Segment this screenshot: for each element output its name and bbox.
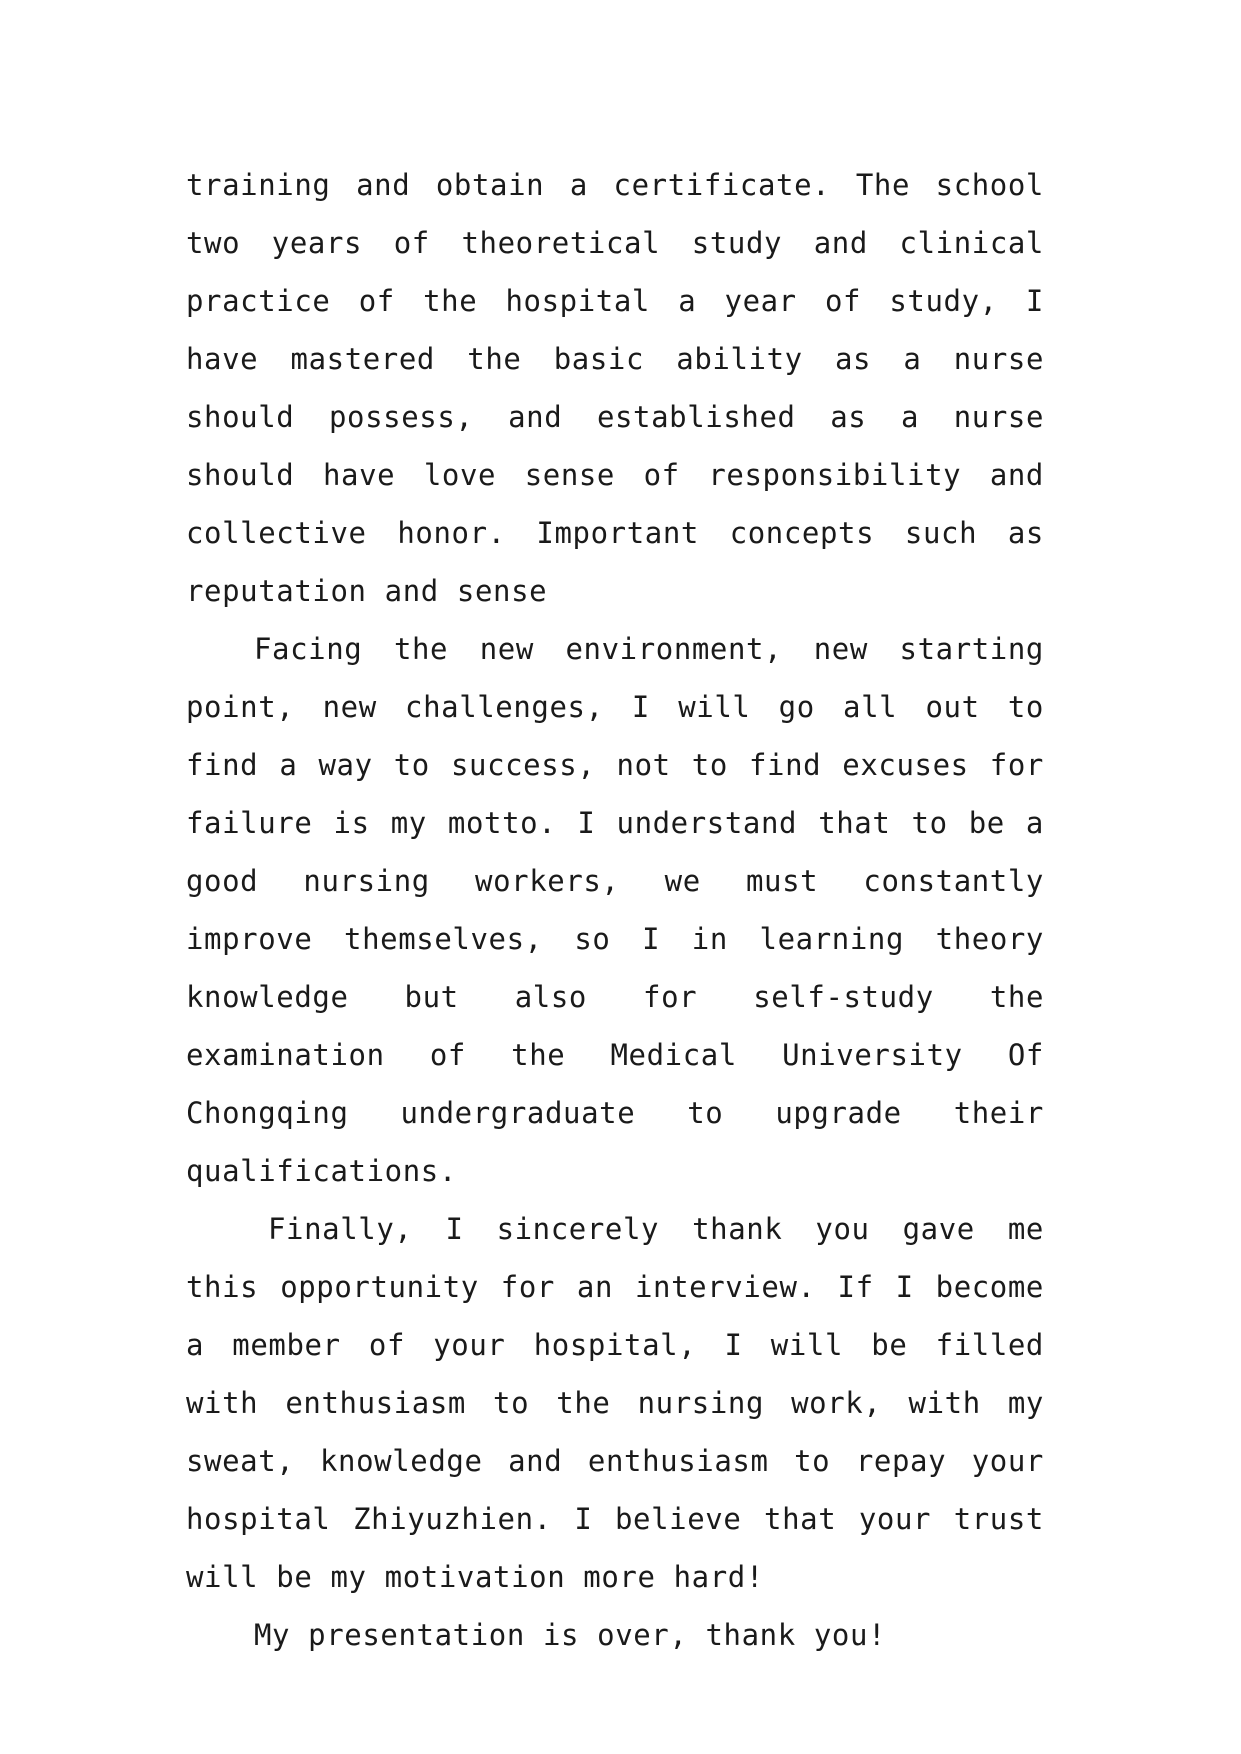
paragraph-continuation: training and obtain a certificate. The school two years of theoretical study and clinical practice of the hospital a year of study, I have mastered the basic ability as a nurse should possess, and established as a nurse should have love sense of responsibility and collective honor. Important concepts such as reputation and sense xyxy=(186,168,1044,608)
paragraph-closing-thanks: Finally, I sincerely thank you gave me this opportunity for an interview. If I become a member of your hospital, I will be filled with enthusiasm to the nursing work, with my sweat, knowledge and enthusiasm to repay your hospital Zhiyuzhien. I believe that your trust will be my motivation more hard! xyxy=(186,1212,1044,1594)
document-body xyxy=(186,156,1044,1664)
paragraph-sign-off: My presentation is over, thank you! xyxy=(254,1618,887,1652)
paragraph-new-environment: Facing the new environment, new starting point, new challenges, I will go all out to find a way to success, not to find excuses for failure is my motto. I understand that to be a good nursing workers, we must constantly improve themselves, so I in learning theory knowledge but also for self-study the examination of the Medical University Of Chongqing undergraduate to upgrade their qualifications. xyxy=(186,632,1044,1188)
